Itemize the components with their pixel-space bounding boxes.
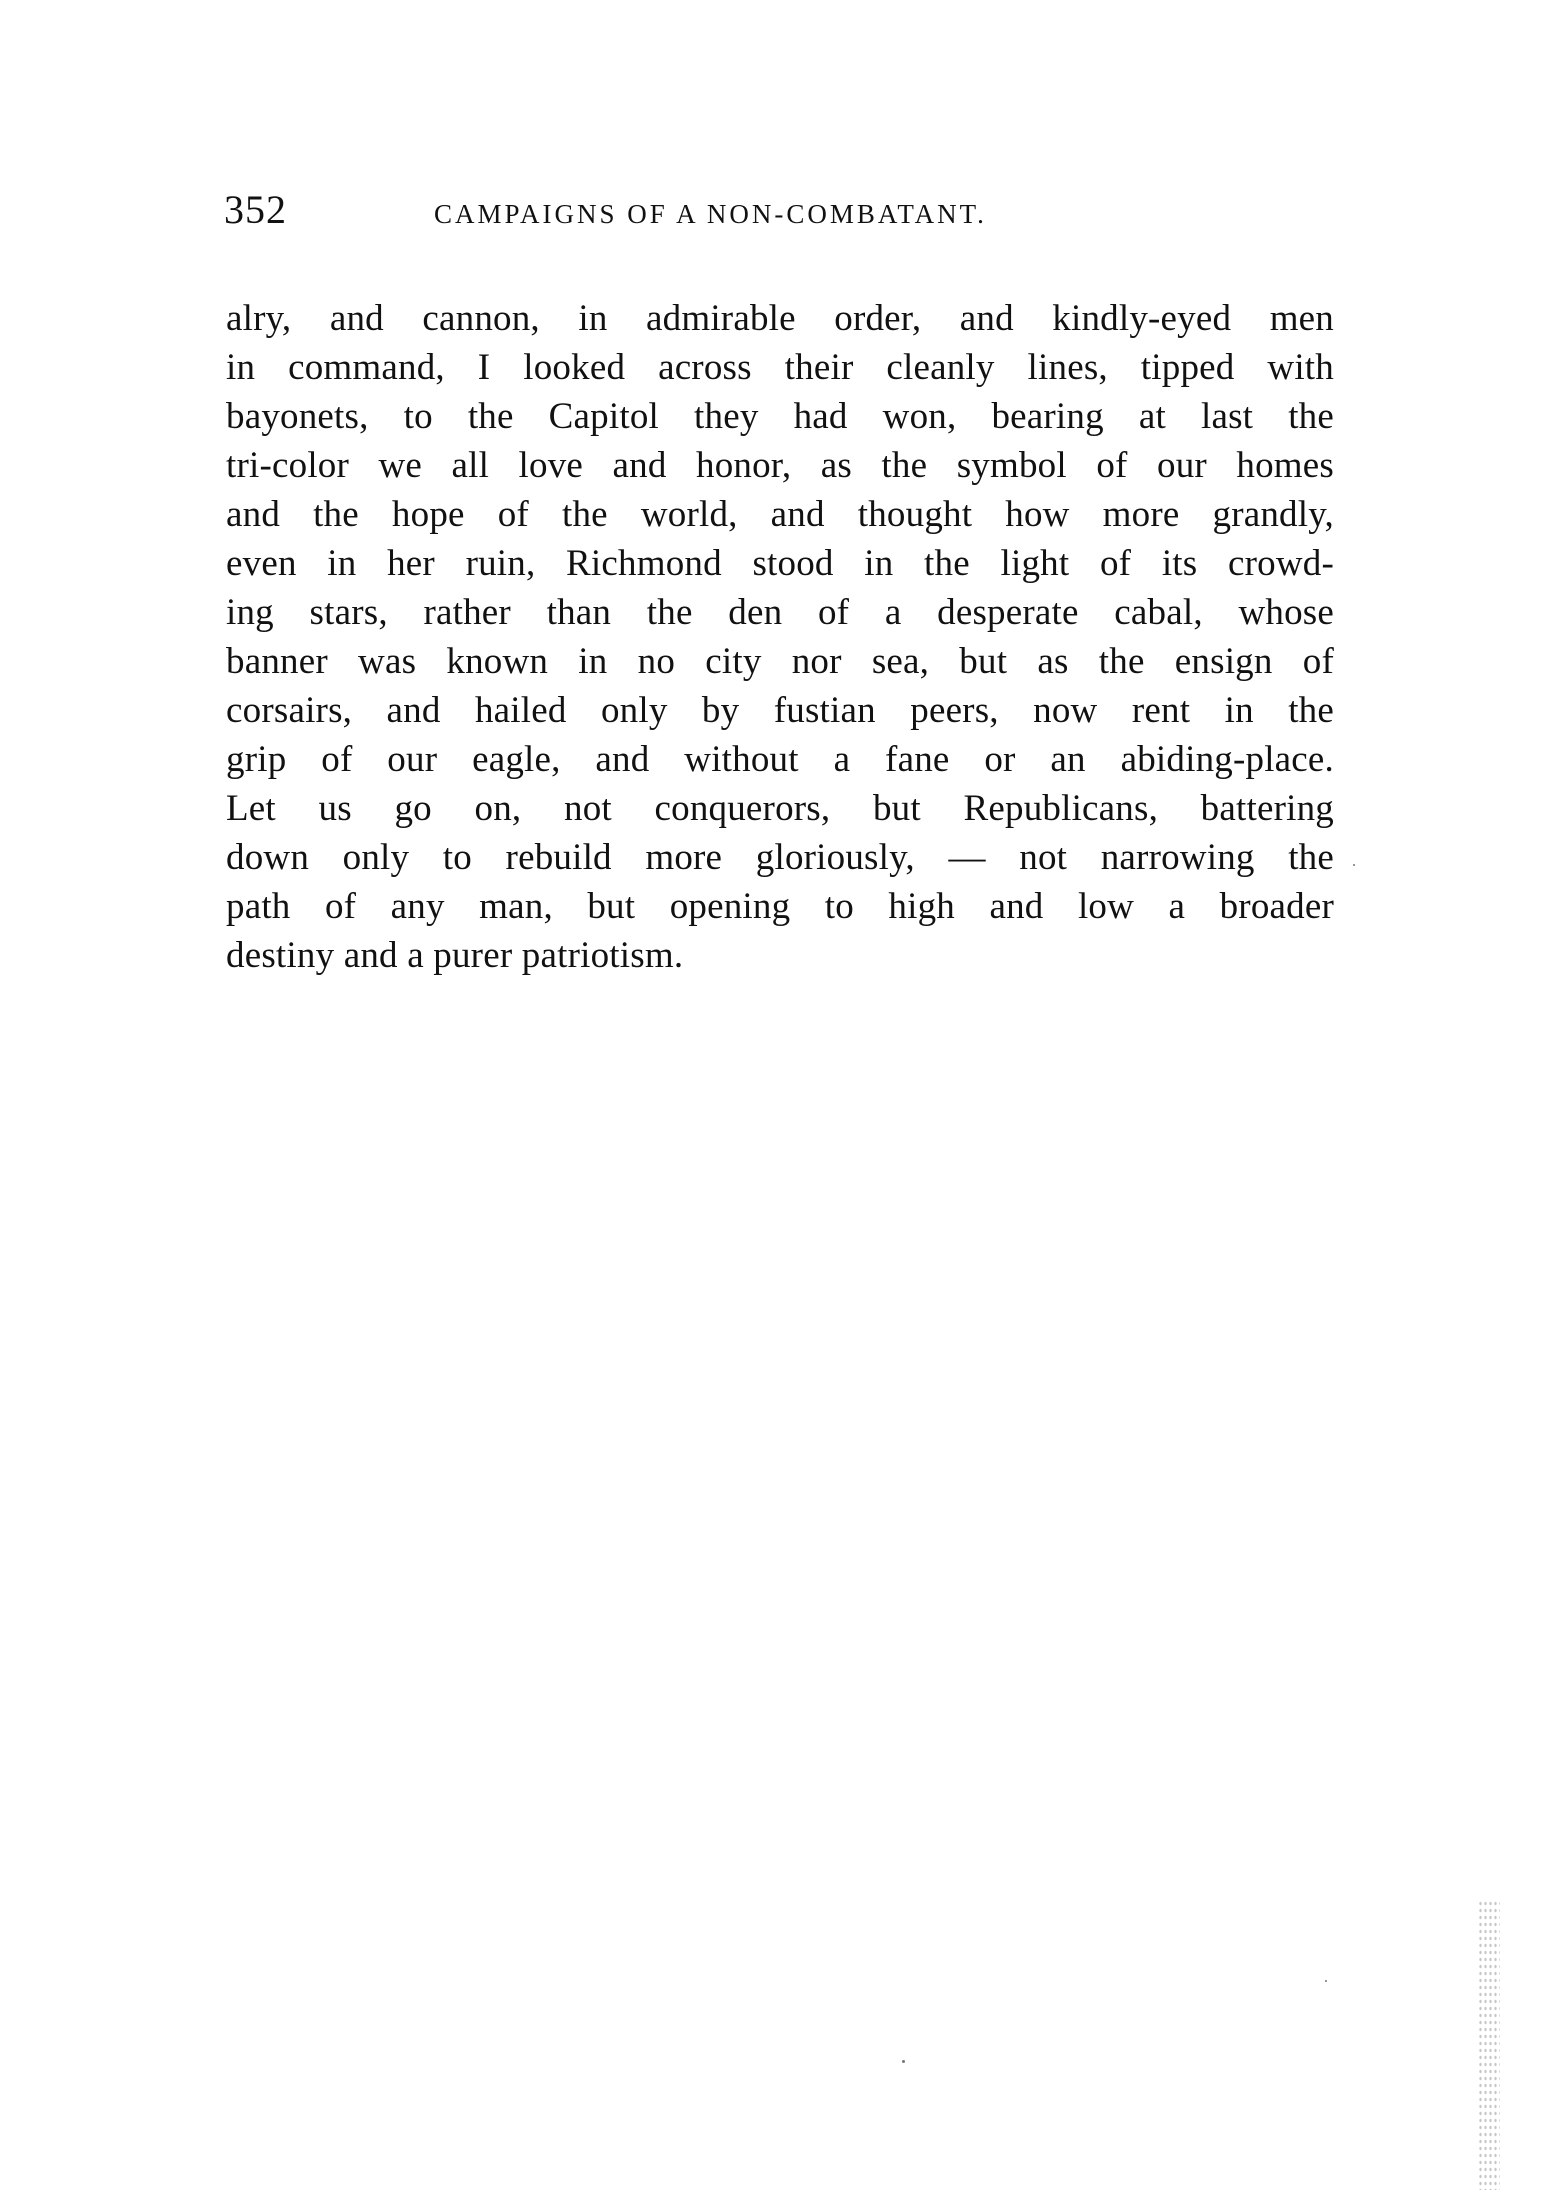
text-line: ing stars, rather than the den of a desperate cabal, whose	[226, 592, 1334, 633]
text-line: banner was known in no city nor sea, but as the ensign of	[226, 641, 1334, 682]
text-line: down only to rebuild more gloriously, — not narrowing the	[226, 837, 1334, 878]
text-line: Let us go on, not conquerors, but Republicans, battering	[226, 788, 1334, 829]
text-line: destiny and a purer patriotism.	[226, 935, 684, 976]
scan-speck	[1325, 1980, 1327, 1982]
scan-margin-noise	[1478, 1900, 1500, 2190]
page-number: 352	[224, 187, 287, 232]
running-head	[224, 186, 1324, 246]
text-line: even in her ruin, Richmond stood in the light of its crowd-	[226, 543, 1334, 584]
text-line: in command, I looked across their cleanly lines, tipped with	[226, 347, 1334, 388]
text-line: path of any man, but opening to high and low a broader	[226, 886, 1334, 927]
text-line: tri-color we all love and honor, as the symbol of our homes	[226, 445, 1334, 486]
text-line: bayonets, to the Capitol they had won, bearing at last the	[226, 396, 1334, 437]
text-line: and the hope of the world, and thought how more grandly,	[226, 494, 1334, 535]
text-line: grip of our eagle, and without a fane or an abiding-place.	[226, 739, 1334, 780]
scan-speck	[1353, 864, 1355, 866]
body-paragraph	[226, 294, 1334, 980]
text-line: corsairs, and hailed only by fustian peers, now rent in the	[226, 690, 1334, 731]
running-title: CAMPAIGNS OF A NON-COMBATANT.	[434, 199, 987, 229]
scan-speck	[902, 2060, 905, 2063]
text-line: alry, and cannon, in admirable order, and kindly-eyed men	[226, 298, 1334, 339]
